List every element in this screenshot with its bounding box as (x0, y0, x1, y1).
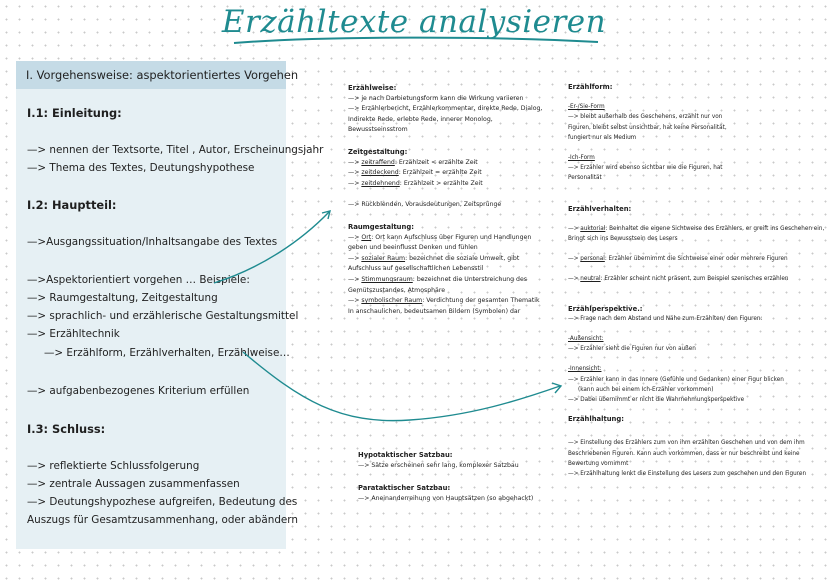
zeitgestaltung-heading: Zeitgestaltung: (348, 147, 408, 156)
satzbau-section (358, 450, 533, 504)
main-line-2: —>Aspektorientiert vorgehen … Beispiele: (27, 274, 250, 286)
page-title: Erzähltexte analysieren (221, 4, 607, 40)
raumgestaltung-line: Gemütszustandes, Atmosphäre (348, 286, 446, 294)
erzaehlperspektive-line: -Innensicht: (568, 366, 602, 373)
right-column (568, 82, 824, 479)
erzaehlform-line: fungiert nur als Medium (568, 134, 637, 141)
erzaehlperspektive-line: —> Dabei übernimmt er nicht die Wahrnehmungsperspektive (568, 397, 745, 404)
erzaehlweise-heading: Erzählweise: (348, 84, 397, 92)
raumgestaltung-line: —> sozialer Raum: bezeichnet die soziale Umwelt, gibt (348, 254, 520, 262)
raumgestaltung-heading: Raumgestaltung: (348, 222, 414, 231)
intro-line-1: —> nennen der Textsorte, Titel , Autor, Erscheinungsjahr (27, 144, 324, 156)
end-title: I.3: Schluss: (27, 422, 106, 436)
end-line-4: Auszugs für Gesamtzusammenhang, oder abändern (27, 514, 298, 526)
zeitgestaltung-line: —> zeitdehnend: Erzählzeit > erzählte Zeit (348, 179, 483, 187)
zeitgestaltung-line: —> zeitdeckend: Erzählzeit = erzählte Zeit (348, 169, 482, 177)
end-line-1: —> reflektierte Schlussfolgerung (27, 460, 200, 472)
erzaehlform-line: —> bleibt außerhalb des Geschehens, erzählt nur von (568, 114, 723, 121)
main-title: I.2: Hauptteil: (27, 198, 117, 212)
erzaehlweise-line: Bewusstseinsstrom (348, 126, 408, 134)
erzaehlhaltung-heading: Erzählhaltung: (568, 415, 624, 424)
erzaehlform-heading: Erzählform: (568, 83, 613, 91)
erzaehlverhalten-heading: Erzählverhalten: (568, 204, 632, 213)
erzaehlhaltung-line: Bewertung vornimmt (568, 460, 629, 467)
erzaehlperspektive-line: —> Erzähler sieht die Figuren nur von außen (568, 346, 696, 353)
title-underline-decoration (232, 34, 602, 48)
main-line-1: —>Ausgangssituation/Inhaltsangabe des Textes (27, 236, 278, 248)
erzaehlweise-line: Indirekte Rede, erlebte Rede, innerer Monolog, (348, 115, 493, 123)
zeitgestaltung-line: —> zeitraffend: Erzählzeit < erzählte Zeit (348, 158, 478, 166)
raumgestaltung-line: In anschaulichen, bedeutsamen Bildern (Symbolen) dar (348, 307, 521, 315)
parataktisch-heading: Parataktischer Satzbau: (358, 484, 451, 493)
left-panel-heading: I. Vorgehensweise: aspektorientiertes Vorgehen (16, 61, 286, 89)
erzaehlform-line: —> Erzähler wird ebenso sichtbar wie die Figuren, hat (568, 165, 723, 172)
raumgestaltung-line: —> Ort: Ort kann Aufschluss über Figuren und Handlungen (348, 233, 532, 241)
main-line-3: —> Raumgestaltung, Zeitgestaltung (27, 292, 218, 304)
intro-title: I.1: Einleitung: (27, 106, 122, 120)
erzaehlperspektive-line: -Außensicht: (568, 336, 604, 343)
raumgestaltung-line: Aufschluss auf gesellschaftlichen Lebensstil (348, 265, 484, 273)
arrow-to-right-column (243, 352, 560, 421)
raumgestaltung-line: —> symbolischer Raum: Verdichtung der gesamten Thematik (348, 297, 540, 305)
erzaehlhaltung-line: —> Einstellung des Erzählers zum von ihm erzählten Geschehen und von dem ihm (568, 440, 805, 447)
erzaehlhaltung-line: —> Erzählhaltung lenkt die Einstellung des Lesers zum geschehen und den Figuren (568, 471, 807, 478)
erzaehlhaltung-line: Beschriebenen Figuren. Kann auch vorkommen, dass er nur beschreibt und keine (568, 450, 800, 457)
erzaehlperspektive-line: (kann auch bei einem Ich-Erzähler vorkommen) (578, 386, 714, 393)
erzaehlverhalten-line: —> neutral: Erzähler scheint nicht präsent, zum Beispiel szenisches erzählen (568, 276, 789, 283)
erzaehlform-line: -Ich-Form (568, 155, 595, 162)
zeitgestaltung-line: —> Rückblenden, Vorausdeutungen, Zeitsprünge (348, 201, 502, 209)
hypotaktisch-line: —> Sätze erscheinen sehr lang, komplexer Satzbau (358, 461, 519, 469)
end-line-2: —> zentrale Aussagen zusammenfassen (27, 478, 240, 490)
erzaehlform-line: Figuren, bleibt selbst unsichtbar, hat keine Personalität, (568, 124, 727, 131)
main-line-4: —> sprachlich- und erzählerische Gestaltungsmittel (27, 310, 299, 322)
erzaehlverhalten-line: —> auktorial: Beinhaltet die eigene Sichtweise des Erzählers, er greift ins Geschehen ein, (568, 225, 825, 232)
erzaehlform-line: Personalität (568, 175, 602, 182)
hypotaktisch-heading: Hypotaktischer Satzbau: (358, 451, 453, 459)
erzaehlweise-line: —> je nach Darbietungsform kann die Wirkung variieren (348, 94, 524, 102)
main-line-7: —> aufgabenbezogenes Kriterium erfüllen (27, 385, 250, 397)
erzaehlverhalten-line: —> personal: Erzähler übernimmt die Sichtweise einer oder mehrere Figuren (568, 256, 788, 263)
left-panel (16, 61, 299, 549)
erzaehlperspektive-line: —> Frage nach dem Abstand und Nähe zum Erzählten/ den Figuren: (568, 315, 763, 322)
end-line-3: —> Deutungshypozhese aufgreifen, Bedeutung des (27, 496, 298, 508)
parataktisch-line: —> Aneinanderreihung von Hauptsätzen (so abgehackt) (358, 494, 534, 502)
erzaehlweise-line: —> Erzählerbericht, Erzählerkommentar, direkte Rede, Dialog, (348, 105, 543, 113)
erzaehlform-line: -Er-/Sie-Form (568, 104, 605, 111)
erzaehlperspektive-heading: Erzählperspektive.: (568, 304, 643, 313)
raumgestaltung-line: geben und beeinflusst Denken und fühlen (348, 244, 478, 252)
erzaehlverhalten-line: Bringt sich ins Bewusstsein des Lesers (568, 236, 678, 243)
main-line-6: —> Erzählform, Erzählverhalten, Erzählweise… (44, 347, 290, 359)
raumgestaltung-line: —> Stimmungsraum: bezeichnet die Unterstreichung des (348, 275, 528, 283)
intro-line-2: —> Thema des Textes, Deutungshypothese (27, 162, 255, 174)
main-line-5: —> Erzähltechnik (27, 328, 120, 340)
erzaehlperspektive-line: —> Erzähler kann in das Innere (Gefühle und Gedanken) einer Figur blicken (568, 376, 784, 383)
middle-column (348, 83, 542, 317)
